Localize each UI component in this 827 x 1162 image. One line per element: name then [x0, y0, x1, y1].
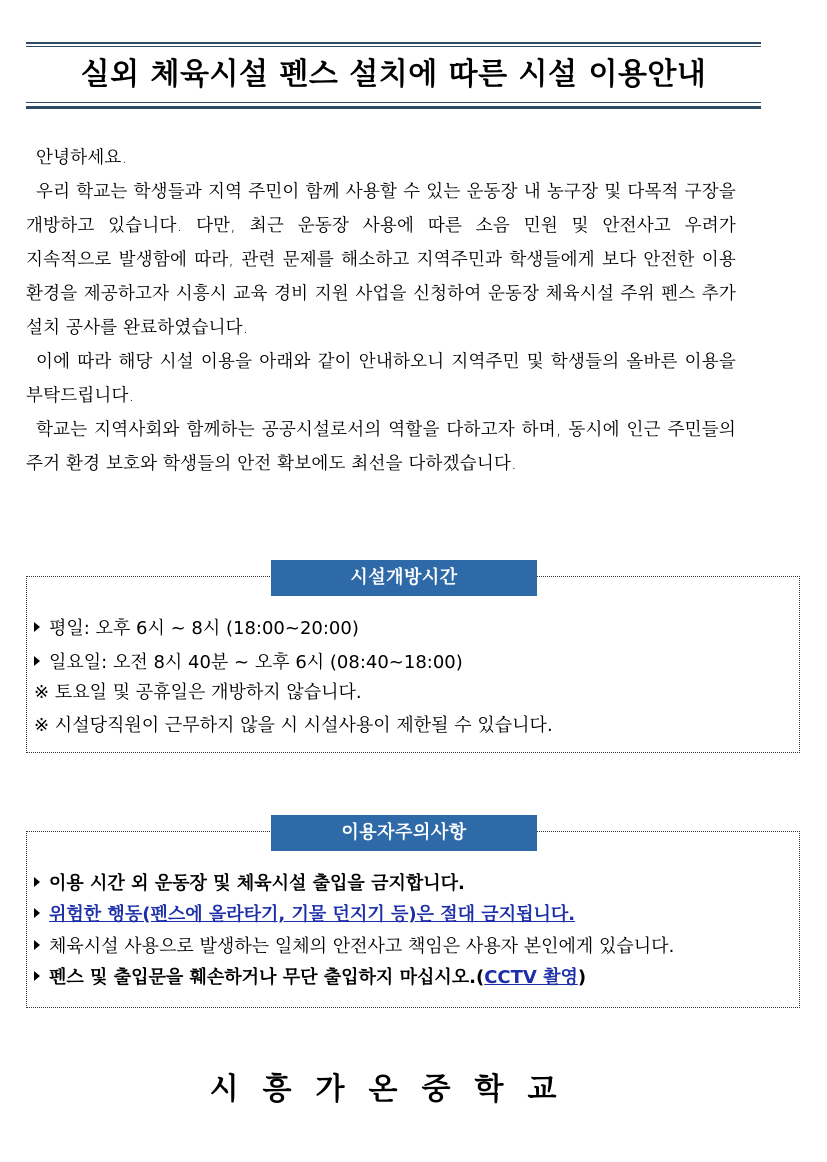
bullet-arrow-icon [34, 656, 40, 666]
opening-hours-header: 시설개방시간 [271, 560, 537, 596]
bullet-arrow-icon [34, 971, 40, 981]
caution-item-4 [34, 966, 586, 990]
bullet-arrow-icon [34, 940, 40, 950]
title-rule-top [26, 42, 761, 44]
caution-item-1 [34, 872, 465, 896]
staff-note: ※ 시설당직원이 근무하지 않을 시 시설사용이 제한될 수 있습니다. [34, 715, 553, 736]
caution-item-3-text: 체육시설 사용으로 발생하는 일체의 안전사고 책임은 사용자 본인에게 있습니다. [49, 936, 675, 957]
bullet-arrow-icon [34, 908, 40, 918]
background-paragraph: 우리 학교는 학생들과 지역 주민이 함께 사용할 수 있는 운동장 내 농구장 및 다목적 구장을 개방하고 있습니다. 다만, 최근 운동장 사용에 따른 소음 민원 및 안전사고 우려가 지속적으로 발생함에 따라, 관련 문제를 해소하고 지역주민과 학생들에게 보다 안전한 이용 환경을 제공하고자 시흥시 교육 경비 지원 사업을 신청하여 운동장 체육시설 주위 펜스 추가 설치 공사를 완료하였습니다. [26, 182, 736, 338]
holiday-note: ※ 토요일 및 공휴일은 개방하지 않습니다. [34, 682, 362, 703]
cautions-header: 이용자주의사항 [271, 815, 537, 851]
title-rule-top-thin [26, 46, 761, 47]
caution-item-4-text: 펜스 및 출입문을 훼손하거나 무단 출입하지 마십시오.( [49, 967, 485, 988]
title-rule-bottom [26, 106, 761, 109]
bullet-arrow-icon [34, 622, 40, 632]
caution-item-3 [34, 935, 674, 959]
closing-paragraph: 학교는 지역사회와 함께하는 공공시설로서의 역할을 다하고자 하며, 동시에 인근 주민들의 주거 환경 보호와 학생들의 안전 확보에도 최선을 다하겠습니다. [26, 420, 736, 474]
bullet-arrow-icon [34, 877, 40, 887]
request-paragraph: 이에 따라 해당 시설 이용을 아래와 같이 안내하오니 지역주민 및 학생들의 올바른 이용을 부탁드립니다. [26, 352, 736, 406]
sunday-hours [34, 651, 463, 675]
announcement-body [26, 141, 736, 481]
caution-item-1-text: 이용 시간 외 운동장 및 체육시설 출입을 금지합니다. [49, 873, 465, 894]
caution-item-2-text: 위험한 행동(펜스에 올라타기, 기물 던지기 등)은 절대 금지됩니다. [49, 904, 576, 925]
caution-item-4-end: ) [577, 967, 587, 988]
weekday-hours [34, 617, 359, 641]
page-title: 실외 체육시설 펜스 설치에 따른 시설 이용안내 [80, 57, 707, 92]
caution-item-2 [34, 903, 575, 927]
weekday-hours-text: 평일: 오후 6시 ~ 8시 (18:00~20:00) [49, 618, 359, 639]
sunday-hours-text: 일요일: 오전 8시 40분 ~ 오후 6시 (08:40~18:00) [49, 652, 463, 673]
greeting-paragraph: 안녕하세요. [36, 148, 128, 168]
school-name: 시흥가온중학교 [209, 1072, 581, 1107]
cctv-notice: CCTV 촬영 [484, 967, 578, 988]
title-rule-bottom-thin [26, 102, 761, 103]
